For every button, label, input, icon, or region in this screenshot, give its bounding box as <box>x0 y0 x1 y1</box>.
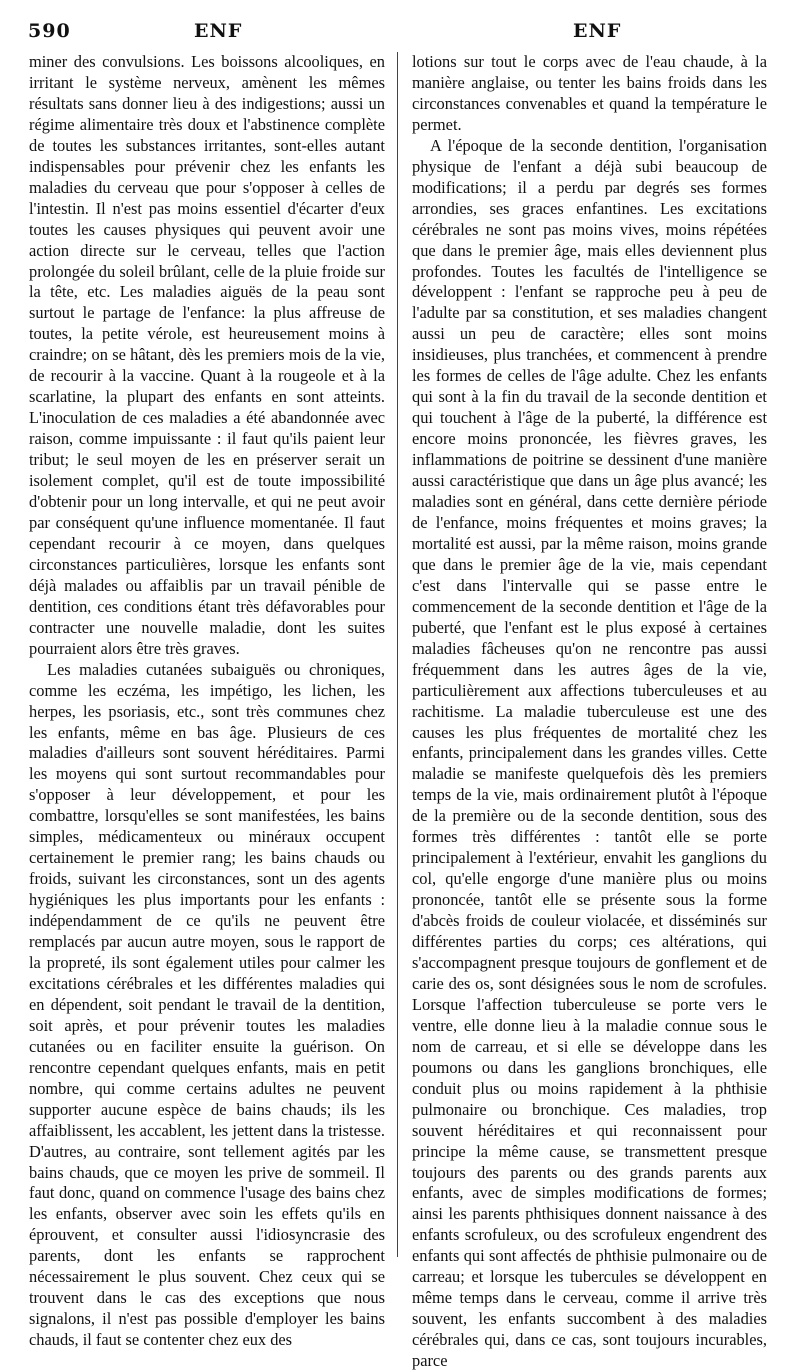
column-divider <box>397 52 398 1257</box>
right-paragraph-2: A l'époque de la seconde dentition, l'organisation physique de l'enfant a déjà subi beaucoup de modifications; il a perdu par degrés ses formes arrondies, ses graces enfantines. Les excitations cérébrales ne sont pas moins vives, moins répétées que dans le premier âge, mais elles deviennent plus profondes. Toutes les facultés de l'intelligence se développent : l'enfant se rapproche peu à peu de l'adulte par sa constitution, et ses maladies changent aussi un peu de caractère; elles sont moins insidieuses, plus tranchées, et commencent à prendre les formes de celles de l'âge adulte. Chez les enfants qui sont à la fin du travail de la seconde dentition et qui touchent à l'âge de la puberté, la différence est encore moins prononcée, les fièvres graves, les inflammations de poitrine se dessinent d'une manière aussi caractéristique que dans un âge plus avancé; les maladies sont en général, dans cette dernière période de l'enfance, moins fréquentes et moins graves; la mortalité est aussi, par la même raison, moins grande que dans le premier âge de la vie, mais cependant c'est dans l'intervalle qui se passe entre le commencement de la seconde dentition et l'âge de la puberté, que l'enfant est le plus exposé à certaines maladies fâcheuses qu'on ne rencontre pas aussi fréquemment dans les autres âges de la vie, particulièrement aux affections tuberculeuses et au rachitisme. La maladie tuberculeuse est une des causes les plus fréquentes de mortalité chez les enfants, principalement dans les grandes villes. Cette maladie se manifeste quelquefois dès les premiers temps de la vie, mais ordinairement plutôt à l'époque de la première ou de la seconde dentition, sous des formes très différentes : tantôt elle se porte principalement à l'extérieur, envahit les ganglions du col, qu'elle engorge d'une manière plus ou moins prononcée, tantôt elle se présente sous la forme d'abcès froids de couleur violacée, et disséminés sur différentes parties du corps; ces altérations, qui s'accompagnent presque toujours de gonflement et de carie des os, sont désignées sous le nom de scrofules. Lorsque l'affection tuberculeuse se porte vers le ventre, elle donne lieu à la maladie connue sous le nom de carreau, et si elle se développe dans les poumons ou dans les ganglions bronchiques, elle conduit plus ou moins rapidement à la phthisie pulmonaire ou bronchique. Ces maladies, trop souvent héréditaires et qui reconnaissent pour principe la même cause, se transmettent presque toujours des parents ou des grands parents aux enfants, avec de simples modifications de formes; ainsi les parents phthisiques donnent naissance à des enfants scrofuleux, ou des scrofuleux engendrent des enfants qui sont affectés de phthisie pulmonaire ou de carreau; et lorsque les tubercules se développent en même temps dans le cerveau, comme il arrive très souvent, les enfants succombent à des maladies cérébrales qui, dans ce cas, sont toujours incurables, parce <box>412 135 767 1371</box>
running-head-left: ENF <box>194 20 243 42</box>
running-head-right: ENF <box>573 20 622 42</box>
left-paragraph-2: Les maladies cutanées subaiguës ou chroniques, comme les eczéma, les impétigo, les lichen, les herpes, les psoriasis, etc., sont très communes chez les enfants, même en bas âge. Plusieurs de ces maladies d'ailleurs sont souvent héréditaires. Parmi les moyens qui sont surtout recommandables pour s'opposer à leur développement, et pour les combattre, lorsqu'elles se sont manifestées, les bains simples, médicamenteux ou minéraux occupent certainement le premier rang; les bains chauds ou froids, suivant les circonstances, sont un des agents hygiéniques les plus importants pour les enfants : indépendamment de ce qu'ils ne peuvent être remplacés par aucun autre moyen, sous le rapport de la propreté, ils sont également utiles pour calmer les excitations cérébrales et les différentes maladies qui en dépendent, soit pendant le travail de la dentition, soit après, et pour prévenir toutes les maladies cutanées ou en faciliter ensuite la guérison. On rencontre cependant quelques enfants, mais en petit nombre, qui comme certains adultes ne peuvent supporter aucune espèce de bains chauds; ils les affaiblissent, les accablent, les jettent dans la tristesse. D'autres, au contraire, sont tellement agités par les bains chauds, que ce moyen les prive de sommeil. Il faut donc, quand on commence l'usage des bains chez les enfants, observer avec soin les effets qu'ils en éprouvent, et consulter aussi l'idiosyncrasie des parents, dont les enfants se rapprochent nécessairement le plus souvent. Chez ceux qui se trouvent dans le cas des exceptions que nous signalons, il n'est pas possible d'employer les bains chauds, il faut se contenter chez eux des <box>29 659 385 1350</box>
right-paragraph-1: lotions sur tout le corps avec de l'eau chaude, à la manière anglaise, ou tenter les bains froids dans les circonstances convenables et quand la température le permet. <box>412 52 767 134</box>
right-column <box>412 52 767 1372</box>
left-column <box>29 52 385 1351</box>
left-paragraph-1: miner des convulsions. Les boissons alcooliques, en irritant le système nerveux, amènent les mêmes résultats sans donner lieu à des indigestions; aussi un régime alimentaire très doux et l'abstinence complète de toutes les substances irritantes, sont-elles autant indispensables pour prévenir chez les enfants les maladies du cerveau que pour s'opposer à celles de l'intestin. Il n'est pas moins essentiel d'écarter d'eux toutes les causes physiques qui peuvent avoir une action directe sur le cerveau, telles que l'action prolongée du soleil brûlant, celle de la pluie froide sur la tête, etc. Les maladies aiguës de la peau sont surtout le partage de l'enfance: la plus affreuse de toutes, la petite vérole, est heureusement moins à craindre; on se hâtant, dès les premiers mois de la vie, de recourir à la vaccine. Quant à la rougeole et à la scarlatine, la plupart des enfants en sont atteints. L'inoculation de ces maladies a été abandonnée avec raison, comme impuissante : il faut qu'ils paient leur tribut; le seul moyen de les en préserver serait un isolement complet, qu'il est de toute impossibilité d'obtenir pour un long intervalle, et qui ne peut avoir par conséquent qu'une influence momentanée. Il faut cependant recourir à ce moyen, dans quelques circonstances particulières, lorsque les enfants sont déjà malades ou affaiblis par un travail pénible de dentition, ces conditions étant très défavorables pour contracter une nouvelle maladie, dont les suites pourraient alors être très graves. <box>29 52 385 658</box>
page-number: 590 <box>28 20 71 42</box>
